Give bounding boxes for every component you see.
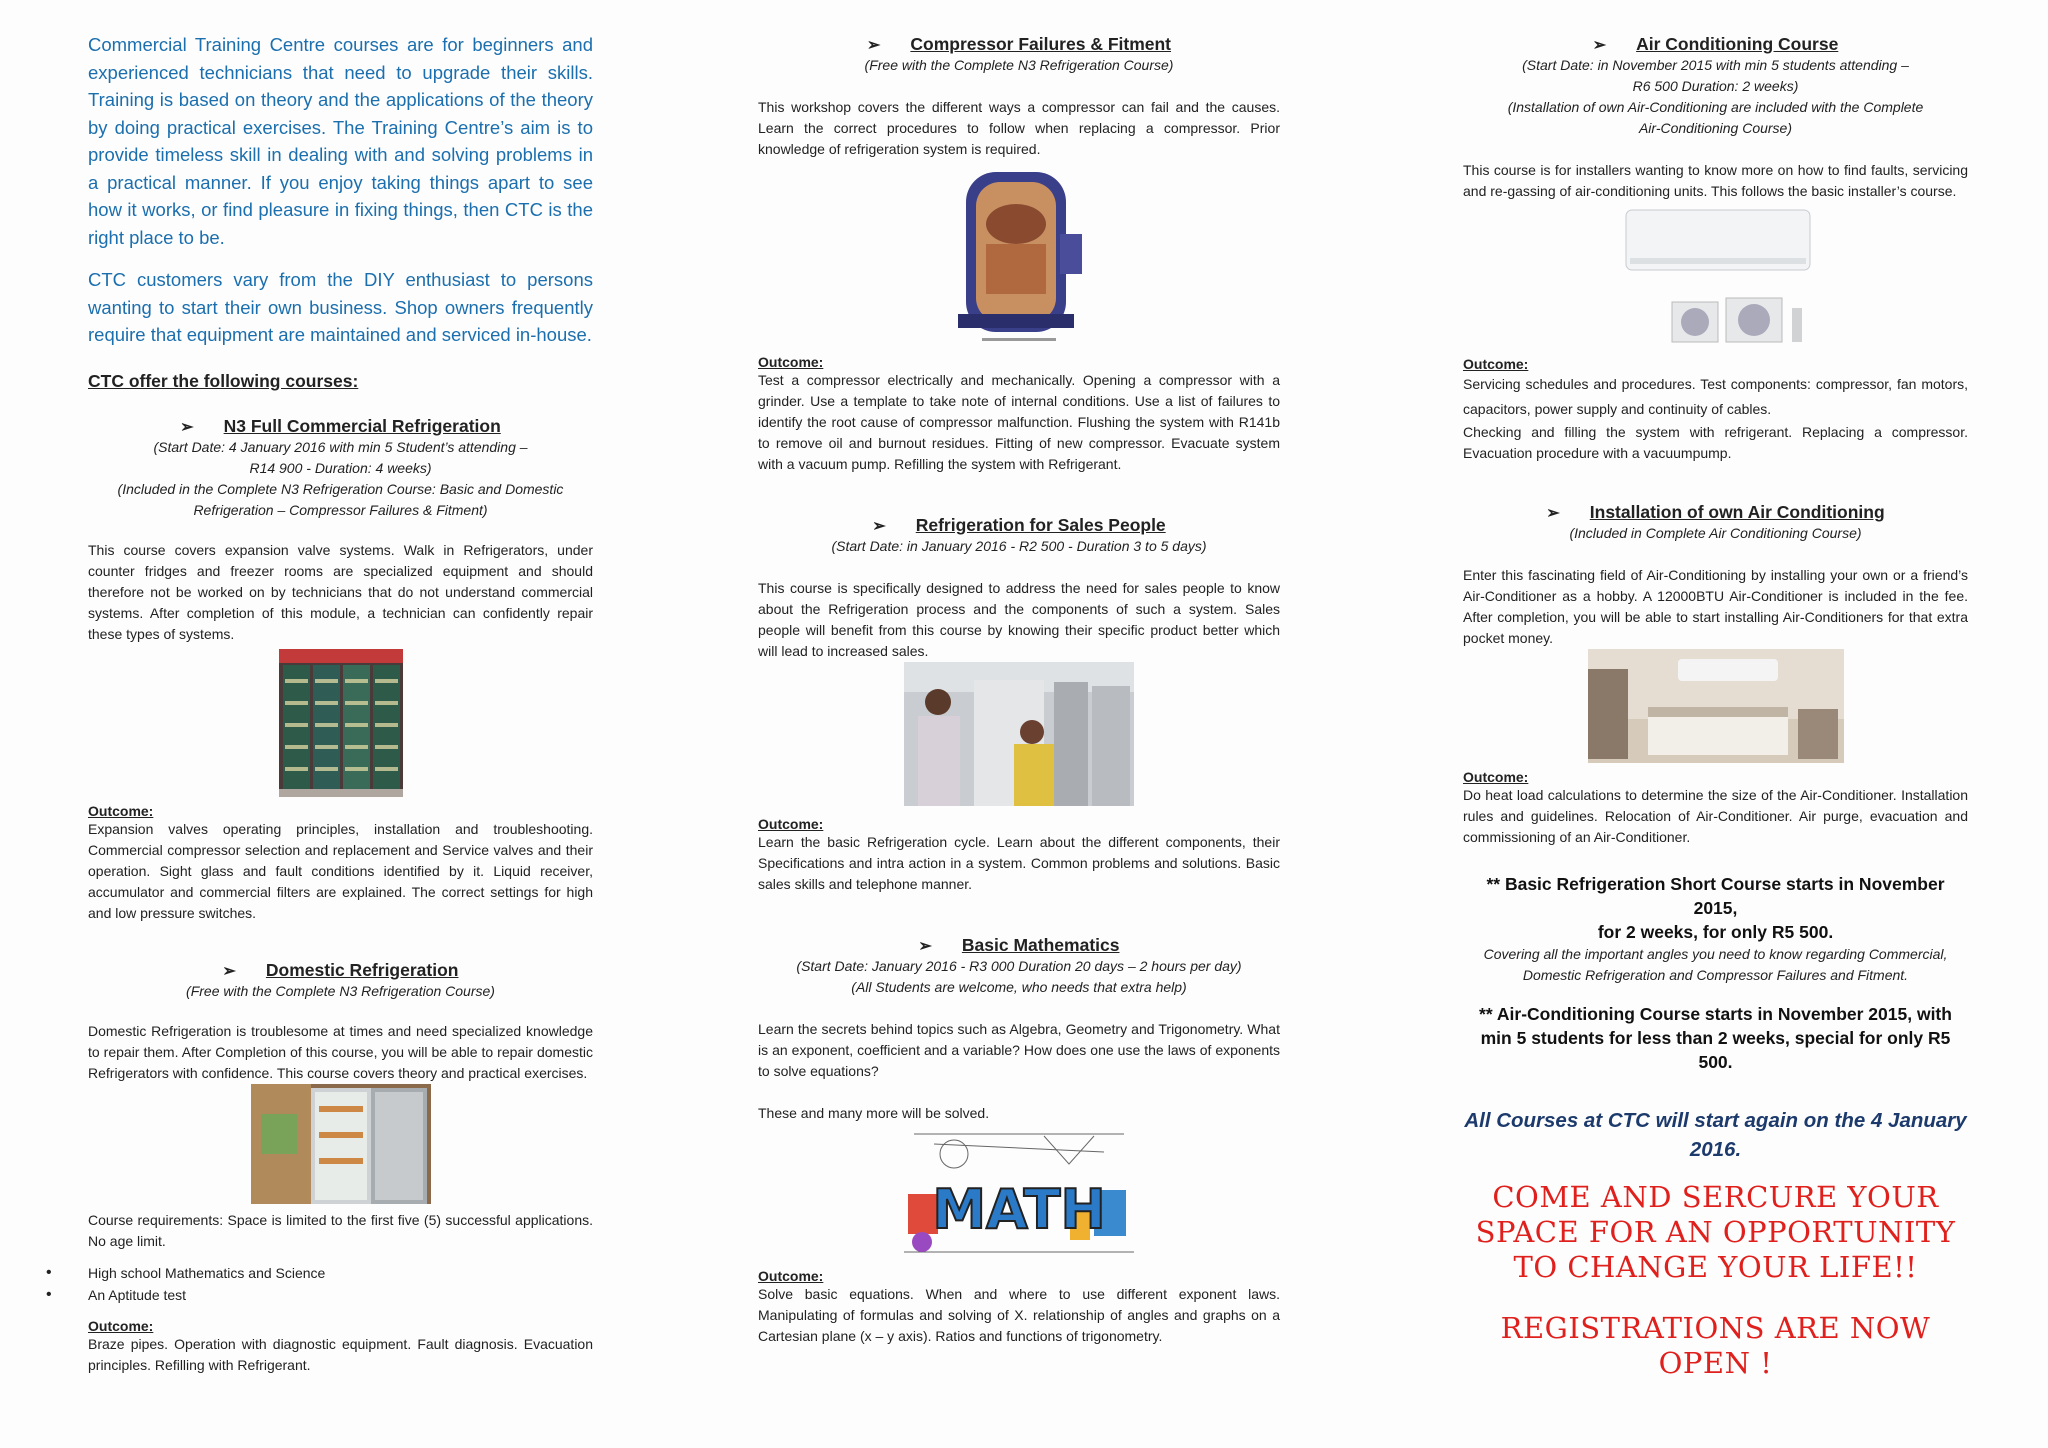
outcome-label: Outcome:	[1463, 769, 1529, 785]
column-right	[1463, 0, 1968, 1381]
outcome-label: Outcome:	[88, 802, 154, 819]
list-item: • High school Mathematics and Science	[88, 1262, 593, 1284]
outcome-label: Outcome:	[758, 354, 824, 370]
course-subtitle: (Free with the Complete N3 Refrigeration Course)	[186, 982, 495, 999]
course-subtitle: (Start Date: in November 2015 with min 5 students attending –	[1522, 57, 1909, 73]
intro-paragraph-customers: CTC customers vary from the DIY enthusiast to persons wanting to start their own business. Shop owners frequently require that equipment are maintained and serviced in-house.	[88, 269, 593, 345]
course-title-aircon: ➢ Air Conditioning Course	[1592, 34, 1839, 54]
domestic-fridge-image	[88, 1084, 593, 1204]
outcome-label: Outcome:	[758, 816, 824, 832]
course-outcome: Solve basic equations. When and where to use different exponent laws. Manipulating of formulas and solving of X. relationship of angles and graphs on a Cartesian plane (x – y axis). Ratios and functions of trigonometry.	[758, 1286, 1280, 1344]
course-title-compressor: ➢ Compressor Failures & Fitment	[866, 34, 1172, 54]
promo-aircon: ** Air-Conditioning Course starts in November 2015, with min 5 students for less than 2 weeks, special for only R5 500.	[1479, 1004, 1952, 1072]
restart-notice: All Courses at CTC will start again on the 4 January 2016.	[1464, 1109, 1967, 1161]
course-title-maths: ➢ Basic Mathematics	[918, 935, 1120, 955]
requirements-list	[88, 1262, 593, 1306]
bedroom-aircon-image	[1463, 649, 1968, 763]
course-outcome: Test a compressor electrically and mechanically. Opening a compressor with a grinder. Use a template to take note of internal conditions. Use a list of failures to identify the root cause of compressor malfunction. Flushing the system with R141b to remove oil and burnout residues. Fitting of new compressor. Evacuate system with a vacuum pump. Refilling the system with Refrigerant.	[758, 372, 1280, 472]
walk-in-fridge-image	[88, 649, 593, 797]
course-description: This course is specifically designed to address the need for sales people to know about the Refrigeration process and the components of such a system. Sales people will benefit from this course by knowing their specific product better which will lead to increased sales.	[758, 580, 1280, 659]
course-outcome: Servicing schedules and procedures. Test components: compressor, fan motors, capacitors, power supply and continuity of cables.	[1463, 376, 1968, 417]
course-subtitle: R6 500 Duration: 2 weeks)	[1632, 78, 1799, 94]
course-title-domestic: ➢ Domestic Refrigeration	[222, 959, 459, 980]
course-subtitle: (Included in the Complete N3 Refrigeration Course: Basic and Domestic	[117, 480, 564, 497]
course-subtitle: (Start Date: January 2016 - R3 000 Duration 20 days – 2 hours per day)	[796, 958, 1242, 974]
call-to-action: COME AND SERCURE YOUR SPACE FOR AN OPPORTUNITY TO CHANGE YOUR LIFE!!	[1475, 1180, 1956, 1284]
compressor-image	[758, 164, 1280, 348]
course-title-install: ➢ Installation of own Air Conditioning	[1546, 502, 1885, 522]
course-subtitle: (Free with the Complete N3 Refrigeration Course)	[864, 57, 1174, 73]
course-subtitle: Air-Conditioning Course)	[1638, 120, 1793, 136]
arrow-bullet-icon: ➢	[872, 518, 886, 535]
math-collage-image	[758, 1124, 1280, 1262]
course-subtitle: Refrigeration – Compressor Failures & Fitment)	[193, 501, 488, 518]
course-subtitle: R14 900 - Duration: 4 weeks)	[249, 459, 432, 476]
course-subtitle: (Included in Complete Air Conditioning Course)	[1569, 525, 1862, 541]
registrations-open: REGISTRATIONS ARE NOW OPEN !	[1500, 1311, 1931, 1380]
arrow-bullet-icon: ➢	[222, 962, 236, 980]
outcome-label: Outcome:	[88, 1317, 154, 1334]
promo-basic-refrigeration: ** Basic Refrigeration Short Course starts in November 2015, for 2 weeks, for only R5 500.	[1486, 874, 1945, 942]
arrow-bullet-icon: ➢	[180, 418, 194, 436]
course-description: Learn the secrets behind topics such as Algebra, Geometry and Trigonometry. What is an exponent, coefficient and a variable? How does one use the laws of exponents to solve equations?	[758, 1021, 1280, 1079]
column-middle	[758, 0, 1280, 1347]
course-requirements: Course requirements: Space is limited to the first five (5) successful applications. No age limit.	[88, 1211, 593, 1249]
course-subtitle: (Start Date: in January 2016 - R2 500 - Duration 3 to 5 days)	[831, 538, 1207, 554]
course-outcome: Learn the basic Refrigeration cycle. Learn about the different components, their Specifications and intra action in a system. Common problems and solutions. Basic sales skills and telephone manner.	[758, 834, 1280, 892]
offer-heading: CTC offer the following courses:	[88, 370, 359, 391]
course-outcome: Expansion valves operating principles, installation and troubleshooting. Commercial compressor selection and replacement and Service valves and their operation. Sight glass and fault conditions identified by it. Liquid receiver, accumulator and commercial filters are explained. The correct settings for high and low pressure switches.	[88, 820, 593, 921]
course-title-sales: ➢ Refrigeration for Sales People	[872, 515, 1166, 535]
course-description-extra: These and many more will be solved.	[758, 1105, 990, 1121]
course-subtitle: (All Students are welcome, who needs that extra help)	[851, 979, 1187, 995]
arrow-bullet-icon: ➢	[1546, 505, 1560, 522]
arrow-bullet-icon: ➢	[1592, 37, 1607, 54]
course-description: Enter this fascinating field of Air-Conditioning by installing your own or a friend’s Air-Conditioner as a hobby. A 12000BTU Air-Conditioner is included in the fee. After completion, you will be able to start installing Air-Conditioners for that extra pocket money.	[1463, 567, 1968, 646]
course-description: This workshop covers the different ways a compressor can fail and the causes. Learn the correct procedures to follow when replacing a compressor. Prior knowledge of refrigeration system is required.	[758, 99, 1280, 157]
course-outcome: Do heat load calculations to determine the size of the Air-Conditioner. Installation rules and guidelines. Relocation of Air-Conditioner. Air purge, evacuation and commissioning of an Air-Conditioner.	[1463, 787, 1968, 845]
arrow-bullet-icon: ➢	[918, 938, 932, 955]
course-description: This course covers expansion valve systems. Walk in Refrigerators, under counter fridges and freezer rooms are specialized equipment and should therefore not be worked on by technicians that do not understand commercial systems. After completion of this module, a technician can confidently repair these types of systems.	[88, 541, 593, 642]
promo-basic-description: Covering all the important angles you need to know regarding Commercial, Domestic Refrigeration and Compressor Failures and Fitment.	[1483, 946, 1948, 983]
intro-paragraph: Commercial Training Centre courses are for beginners and experienced technicians that need to upgrade their skills. Training is based on theory and the applications of the theory by doing practical exercises. The Training Centre’s aim is to provide timeless skill in dealing with and solving problems in a practical manner. If you enjoy taking things apart to see how it works, or find pleasure in fixing things, then CTC is the right place to be.	[88, 34, 593, 248]
arrow-bullet-icon: ➢	[866, 37, 881, 54]
sales-people-image	[758, 662, 1280, 806]
aircon-units-image	[1463, 206, 1968, 350]
course-description: This course is for installers wanting to know more on how to find faults, servicing and re-gassing of air-conditioning units. This follows the basic installer’s course.	[1463, 162, 1968, 199]
course-subtitle: (Installation of own Air-Conditioning are included with the Complete	[1507, 99, 1924, 115]
list-item: • An Aptitude test	[88, 1284, 593, 1306]
svg-text:MATH: MATH	[932, 1178, 1106, 1241]
course-description: Domestic Refrigeration is troublesome at times and need specialized knowledge to repair them. After Completion of this course, you will be able to repair domestic Refrigerators with confidence. This course covers theory and practical exercises.	[88, 1022, 593, 1081]
course-subtitle: (Start Date: 4 January 2016 with min 5 Student’s attending –	[153, 438, 528, 455]
course-title-n3: ➢ N3 Full Commercial Refrigeration	[180, 415, 501, 436]
course-outcome: Braze pipes. Operation with diagnostic equipment. Fault diagnosis. Evacuation principles. Refilling with Refrigerant.	[88, 1335, 593, 1373]
column-left	[88, 0, 593, 1376]
course-outcome: Checking and filling the system with refrigerant. Replacing a compressor. Evacuation procedure with a vacuumpump.	[1463, 424, 1968, 461]
outcome-label: Outcome:	[758, 1268, 824, 1284]
outcome-label: Outcome:	[1463, 356, 1529, 372]
